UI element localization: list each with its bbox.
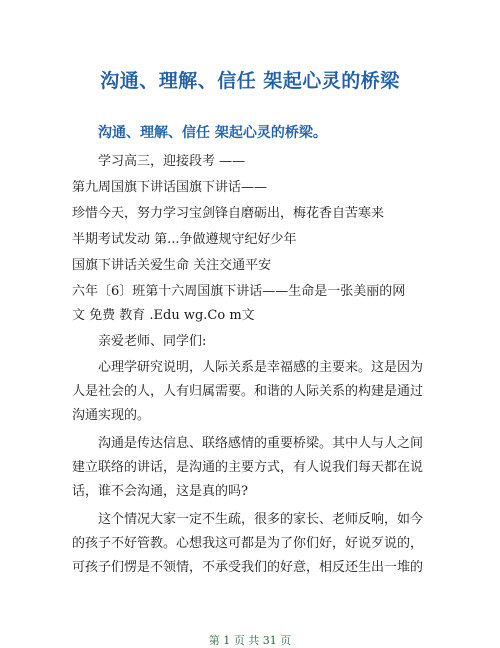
document-title: 沟通、理解、信任 架起心灵的桥梁 <box>100 70 400 92</box>
text-line: 心理学研究说明，人际关系是幸福感的主要来。这是因为 <box>98 360 424 375</box>
page-number: 第 1 页 共 31 页 <box>208 634 292 647</box>
text-line: 珍惜今天，努力学习宝剑锋自磨砺出，梅花香自苦寒来 <box>72 206 385 221</box>
text-line: 可孩子们愣是不领情，不承受我们的好意，相反还生出一堆的 <box>72 560 424 575</box>
text-line: 半期考试发动 第...争做遵规守纪好少年 <box>72 232 297 247</box>
document-subtitle: 沟通、理解、信任 架起心灵的桥梁。 <box>98 125 327 141</box>
text-line: 这个情况大家一定不生疏，很多的家长、老师反响，如今 <box>98 512 424 527</box>
text-line: 国旗下讲话关爱生命 关注交通平安 <box>72 258 272 273</box>
text-line: 六年〔6〕班第十六周国旗下讲话——生命是一张美丽的网 <box>72 284 406 299</box>
text-line: 第九周国旗下讲话国旗下讲话—— <box>72 180 268 195</box>
text-line: 建立联络的讲话，是沟通的主要方式，有人说我们每天都在说 <box>72 460 424 475</box>
text-line: 的孩子不好管教。心想我这可都是为了你们好，好说歹说的， <box>72 536 424 551</box>
text-line: 沟通实现的。 <box>72 408 151 423</box>
text-line: 沟通是传达信息、联络感情的重要桥梁。其中人与人之间 <box>98 436 424 451</box>
text-line: 文 免费 教育 .Edu wg.Co m文 <box>72 308 255 323</box>
text-line: 人是社会的人，人有归属需要。和谐的人际关系的构建是通过 <box>72 384 424 399</box>
text-line: 学习高三，迎接段考 —— <box>98 154 246 169</box>
text-line: 话，谁不会沟通，这是真的吗? <box>72 484 248 499</box>
text-line: 亲爱老师、同学们: <box>98 334 207 349</box>
